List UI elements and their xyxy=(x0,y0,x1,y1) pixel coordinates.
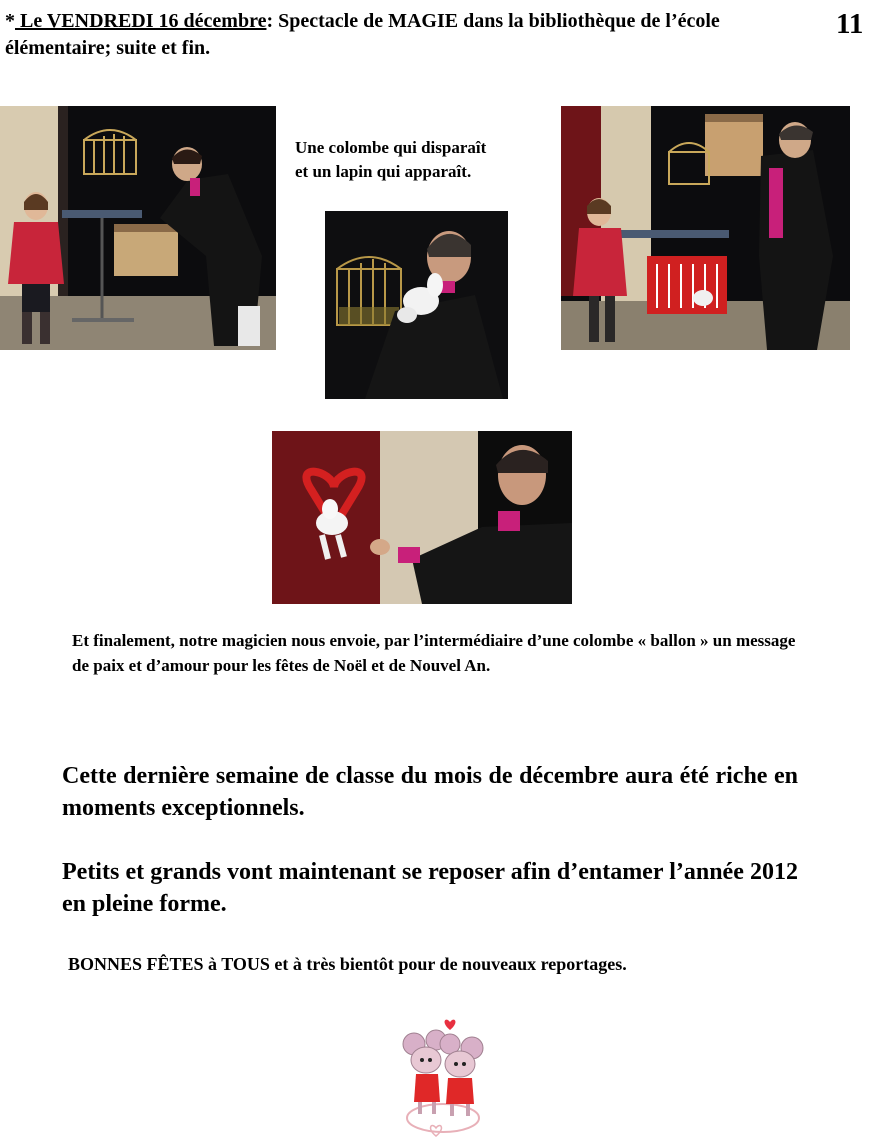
closing-paragraph-2: Petits et grands vont maintenant se reposer afin d’entamer l’année 2012 en pleine forme. xyxy=(62,859,798,917)
mice-couple-illustration xyxy=(398,1018,488,1142)
photo-magician-with-rabbit xyxy=(325,211,508,399)
title-rest: : Spectacle de MAGIE dans la bibliothèque de l’école élémentaire; suite et fin. xyxy=(5,10,720,59)
photo-magician-with-red-cage xyxy=(561,106,850,350)
caption-line-1: Une colombe qui disparaît xyxy=(295,138,487,157)
photo-magician-balloon-dove xyxy=(272,431,572,604)
caption-line-2: et un lapin qui apparaît. xyxy=(295,162,472,181)
photo-caption xyxy=(295,136,555,184)
photo-girl-and-magician-with-box xyxy=(0,106,276,350)
title-bullet: * xyxy=(5,10,15,32)
page-title xyxy=(5,8,817,62)
closing-greeting: BONNES FÊTES à TOUS et à très bientôt pour de nouveaux reportages. xyxy=(68,954,627,974)
final-paragraph: Et finalement, notre magicien nous envoie, par l’intermédiaire d’une colombe « ballon » un message de paix et d’amour pour les fêtes de Noël et de Nouvel An. xyxy=(72,631,796,675)
title-date: Le VENDREDI 16 décembre xyxy=(15,10,267,32)
page-number: 11 xyxy=(836,8,864,40)
closing-paragraph-1: Cette dernière semaine de classe du mois de décembre aura été riche en moments exceptionnels. xyxy=(62,763,798,821)
